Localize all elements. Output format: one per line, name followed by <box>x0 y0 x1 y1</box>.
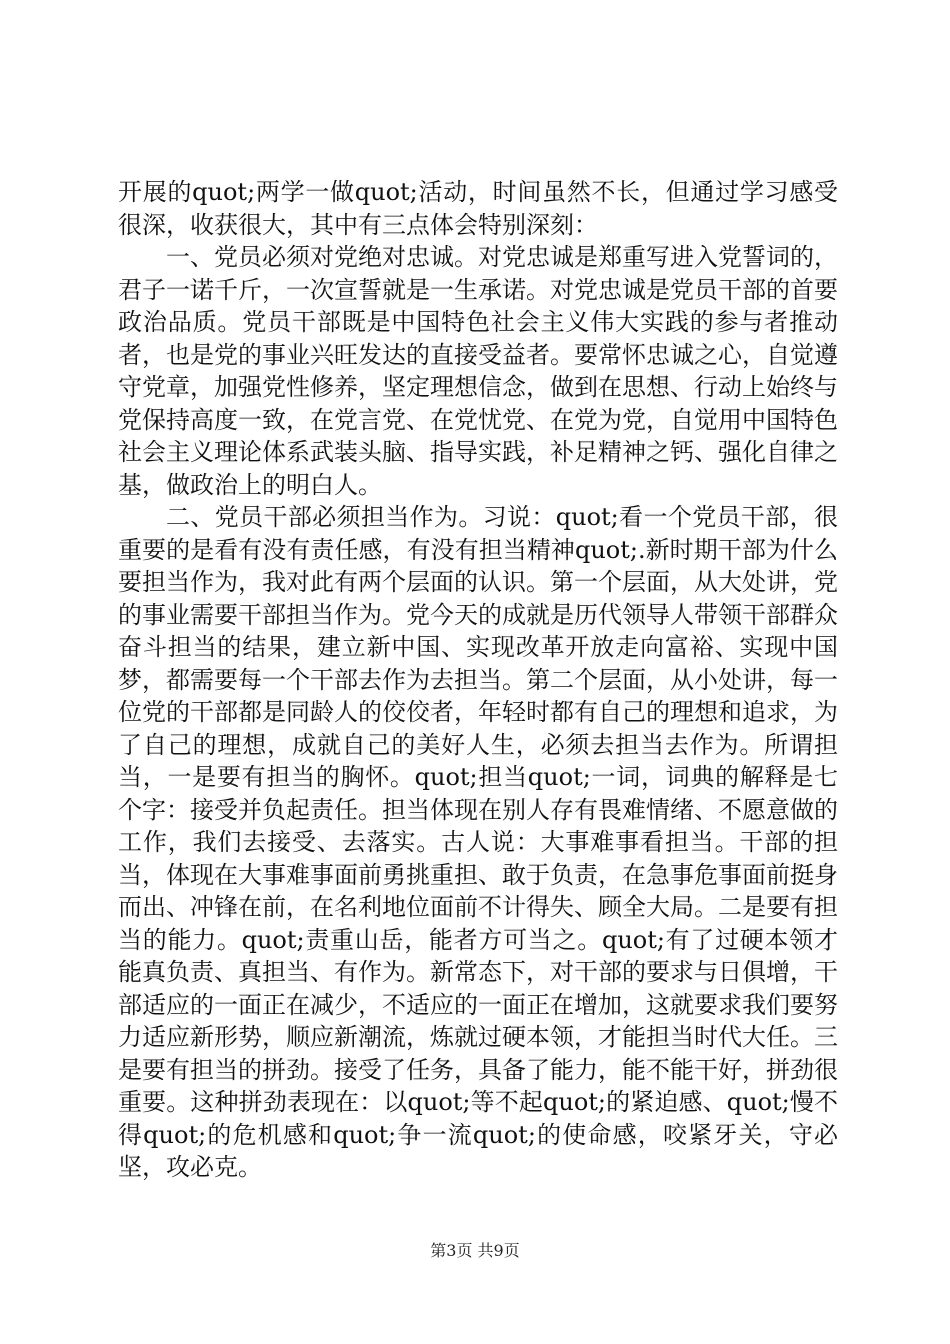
paragraph-responsibility: 二、党员干部必须担当作为。习说：quot;看一个党员干部，很重要的是看有没有责任感，有没有担当精神quot;.新时期干部为什么要担当作为，我对此有两个层面的认识。第一个层面，从大处讲，党的事业需要干部担当作为。党今天的成就是历代领导人带领干部群众奋斗担当的结果，建立新中国、实现改革开放走向富裕、实现中国梦，都需要每一个干部去作为去担当。第二个层面，从小处讲，每一位党的干部都是同龄人的佼佼者，年轻时都有自己的理想和追求，为了自己的理想，成就自己的美好人生，必须去担当去作为。所谓担当，一是要有担当的胸怀。quot;担当quot;一词，词典的解释是七个字：接受并负起责任。担当体现在别人存有畏难情绪、不愿意做的工作，我们去接受、去落实。古人说：大事难事看担当。干部的担当，体现在大事难事面前勇挑重担、敢于负责，在急事危事面前挺身而出、冲锋在前，在名利地位面前不计得失、顾全大局。二是要有担当的能力。quot;责重山岳，能者方可当之。quot;有了过硬本领才能真负责、真担当、有作为。新常态下，对干部的要求与日俱增，干部适应的一面正在减少，不适应的一面正在增加，这就要求我们要努力适应新形势，顺应新潮流，炼就过硬本领，才能担当时代大任。三是要有担当的拼劲。接受了任务，具备了能力，能不能干好，拼劲很重要。这种拼劲表现在：以quot;等不起quot;的紧迫感、quot;慢不得quot;的危机感和quot;争一流quot;的使命感，咬紧牙关，守必坚，攻必克。 <box>118 503 838 1181</box>
page-number-footer: 第3页 共9页 <box>430 1241 520 1260</box>
document-body <box>118 176 838 1184</box>
paragraph-loyalty: 一、党员必须对党绝对忠诚。对党忠诚是郑重写进入党誓词的，君子一诺千斤，一次宣誓就是一生承诺。对党忠诚是党员干部的首要政治品质。党员干部既是中国特色社会主义伟大实践的参与者推动者，也是党的事业兴旺发达的直接受益者。要常怀忠诚之心，自觉遵守党章，加强党性修养，坚定理想信念，做到在思想、行动上始终与党保持高度一致，在党言党、在党忧党、在党为党，自觉用中国特色社会主义理论体系武装头脑、指导实践，补足精神之钙、强化自律之基，做政治上的明白人。 <box>118 243 838 499</box>
paragraph-intro: 开展的quot;两学一做quot;活动，时间虽然不长，但通过学习感受很深，收获很大，其中有三点体会特别深刻： <box>118 178 838 239</box>
